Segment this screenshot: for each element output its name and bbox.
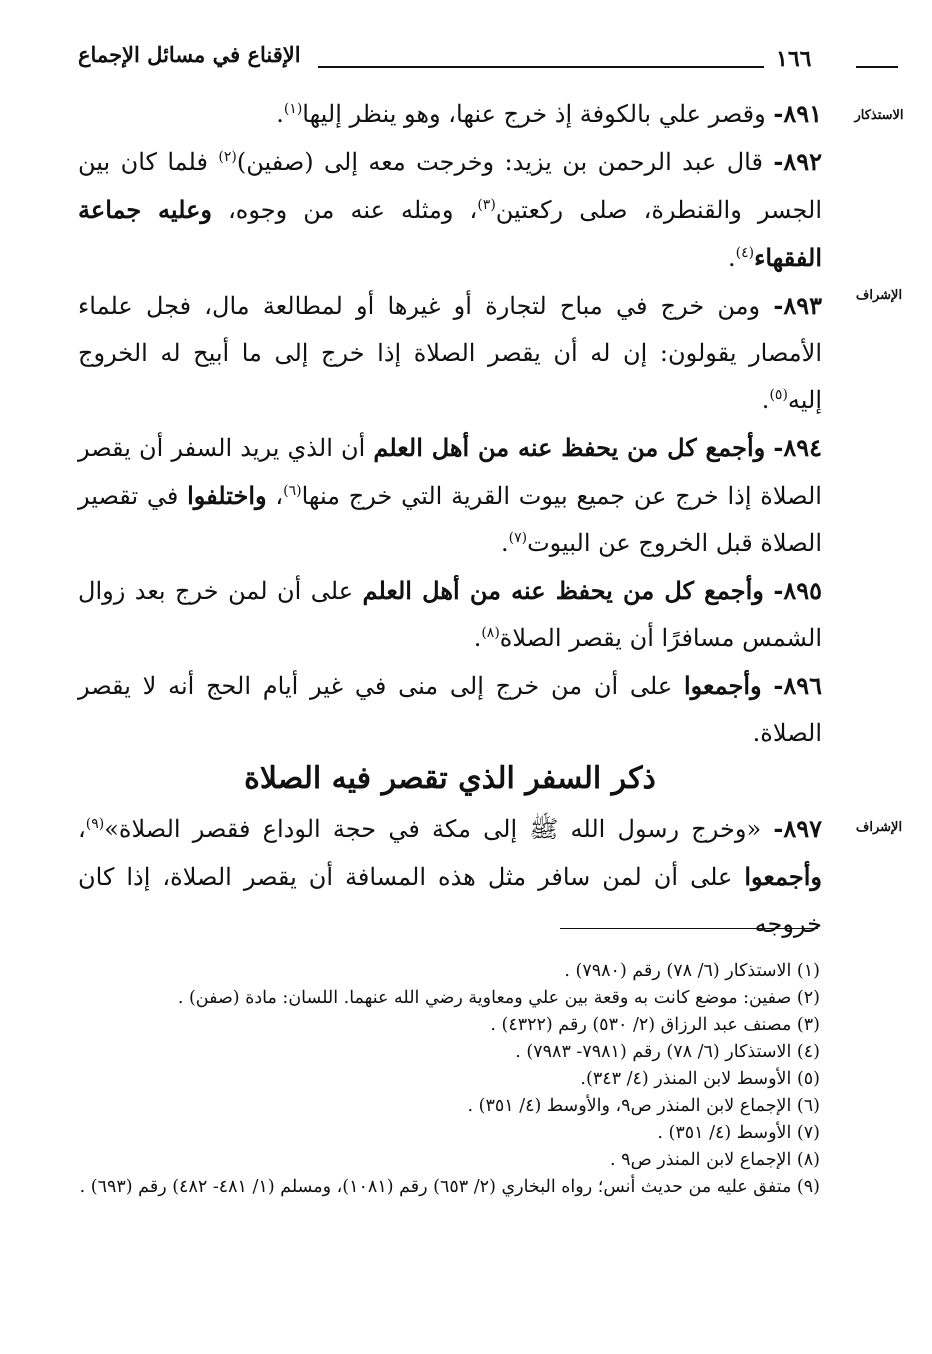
footnote-9: (٩) متفق عليه من حديث أنس؛ رواه البخاري (٢/ ٦٥٣) رقم (١٠٨١)، ومسلم (١/ ٤٨١- ٤٨٢) رقم (٦٩٣) .: [79, 1177, 820, 1197]
paragraph-897: [78, 805, 822, 948]
paragraph-text: ،: [275, 482, 284, 510]
paragraph-892: [78, 138, 822, 282]
emphasis-text: وأجمع كل من يحفظ عنه من أهل العلم: [362, 576, 764, 605]
page-header: [78, 40, 822, 80]
paragraph-end: .: [276, 100, 284, 128]
footnote-7: (٧) الأوسط (٤/ ٣٥١) .: [657, 1123, 820, 1143]
footnote-ref: (١): [283, 101, 303, 117]
paragraph-text: وقصر علي بالكوفة إذ خرج عنها، وهو ينظر إليها: [302, 100, 766, 128]
item-number: ٨٩٢-: [773, 147, 823, 176]
paragraph-896: [78, 662, 822, 757]
paragraph-text: فلما كان بين الجسر والقنطرة، صلى ركعتين: [78, 148, 823, 224]
paragraph-text: على أن من خرج إلى منى في غير أيام الحج أنه لا يقصر الصلاة.: [78, 672, 822, 747]
paragraph-895: [78, 567, 822, 662]
footnote-ref: (٨): [481, 625, 500, 641]
paragraph-text: أن الذي يريد السفر أن يقصر الصلاة إذا خرج عن جميع بيوت القرية التي خرج منها: [78, 434, 822, 510]
paragraph-text: ،: [78, 815, 86, 843]
footnote-ref: (٩): [85, 816, 105, 832]
paragraph-text: ومن خرج في مباح لتجارة أو غيرها أو لمطالعة مال، فجل علماء الأمصار يقولون: إن له أن يقصر الصلاة إذا خرج إلى ما أبيح له الخروج إليه: [78, 292, 822, 414]
emphasis-text: وعليه جماعة الفقهاء: [78, 195, 822, 272]
emphasis-text: وأجمعوا: [683, 671, 762, 700]
footnote-4: (٤) الاستذكار (٦/ ٧٨) رقم (٧٩٨١- ٧٩٨٣) .: [515, 1042, 820, 1062]
emphasis-text: وأجمع كل من يحفظ عنه من أهل العلم: [373, 433, 766, 462]
footnote-ref: (٣): [477, 197, 496, 213]
paragraph-894: [78, 424, 822, 567]
paragraph-text: «وخرج رسول الله ﷺ إلى مكة في حجة الوداع فقصر الصلاة»: [104, 815, 762, 843]
paragraph-text: على أن لمن خرج بعد زوال الشمس مسافرًا أن يقصر الصلاة: [78, 577, 822, 652]
footnotes: [62, 958, 820, 1201]
footnote-ref: (٥): [769, 387, 788, 403]
footnote-separator: [560, 928, 818, 929]
paragraph-text: في تقصير الصلاة قبل الخروج عن البيوت: [78, 482, 822, 557]
book-title: الإقناع في مسائل الإجماع: [78, 42, 301, 67]
emphasis-text: وأجمعوا: [744, 862, 822, 891]
item-number: ٨٩٧-: [773, 814, 822, 843]
paragraph-text: ، ومثله عنه من وجوه،: [228, 196, 478, 224]
item-number: ٨٩٣-: [773, 291, 822, 320]
footnote-ref: (٧): [508, 530, 528, 546]
paragraph-end: .: [761, 386, 770, 414]
paragraph-end: .: [500, 529, 509, 557]
item-number: ٨٩٥-: [773, 576, 822, 605]
paragraph-text: قال عبد الرحمن بن يزيد: وخرجت معه إلى (صفين): [236, 148, 763, 176]
section-heading: ذكر السفر الذي تقصر فيه الصلاة: [244, 761, 656, 796]
margin-note-897: الإشراف: [855, 820, 903, 835]
paragraph-text: على أن لمن سافر مثل هذه المسافة أن يقصر الصلاة، إذا كان خروجه: [78, 863, 822, 938]
footnote-ref: (٢): [218, 149, 237, 165]
header-rule-left: [318, 66, 764, 68]
paragraph-891: [78, 90, 822, 138]
main-text: [78, 90, 822, 757]
footnote-3: (٣) مصنف عبد الرزاق (٢/ ٥٣٠) رقم (٤٣٢٢) .: [490, 1015, 820, 1035]
paragraph-end: .: [473, 624, 482, 652]
item-number: ٨٩٤-: [773, 433, 822, 462]
paragraph-893: [78, 282, 822, 424]
item-number: ٨٩٦-: [773, 671, 822, 700]
margin-note-893: الإشراف: [855, 288, 903, 303]
margin-note-891: الاستذكار: [854, 108, 904, 123]
main-text-continued: [78, 805, 822, 948]
footnote-1: (١) الاستذكار (٦/ ٧٨) رقم (٧٩٨٠) .: [564, 961, 820, 981]
footnote-6: (٦) الإجماع لابن المنذر ص٩، والأوسط (٤/ ٣٥١) .: [467, 1096, 820, 1116]
footnote-ref: (٦): [283, 483, 302, 499]
paragraph-end: .: [727, 244, 736, 272]
page-number: ١٦٦: [776, 46, 812, 72]
item-number: ٨٩١-: [773, 99, 822, 128]
footnote-5: (٥) الأوسط لابن المنذر (٤/ ٣٤٣).: [580, 1069, 820, 1089]
header-rule-right: [856, 66, 898, 68]
footnote-8: (٨) الإجماع لابن المنذر ص٩ .: [610, 1150, 820, 1170]
footnote-ref: (٤): [735, 245, 755, 261]
footnote-2: (٢) صفين: موضع كانت به وقعة بين علي ومعاوية رضي الله عنهما. اللسان: مادة (صفن) .: [177, 988, 820, 1008]
emphasis-text: واختلفوا: [187, 481, 267, 510]
